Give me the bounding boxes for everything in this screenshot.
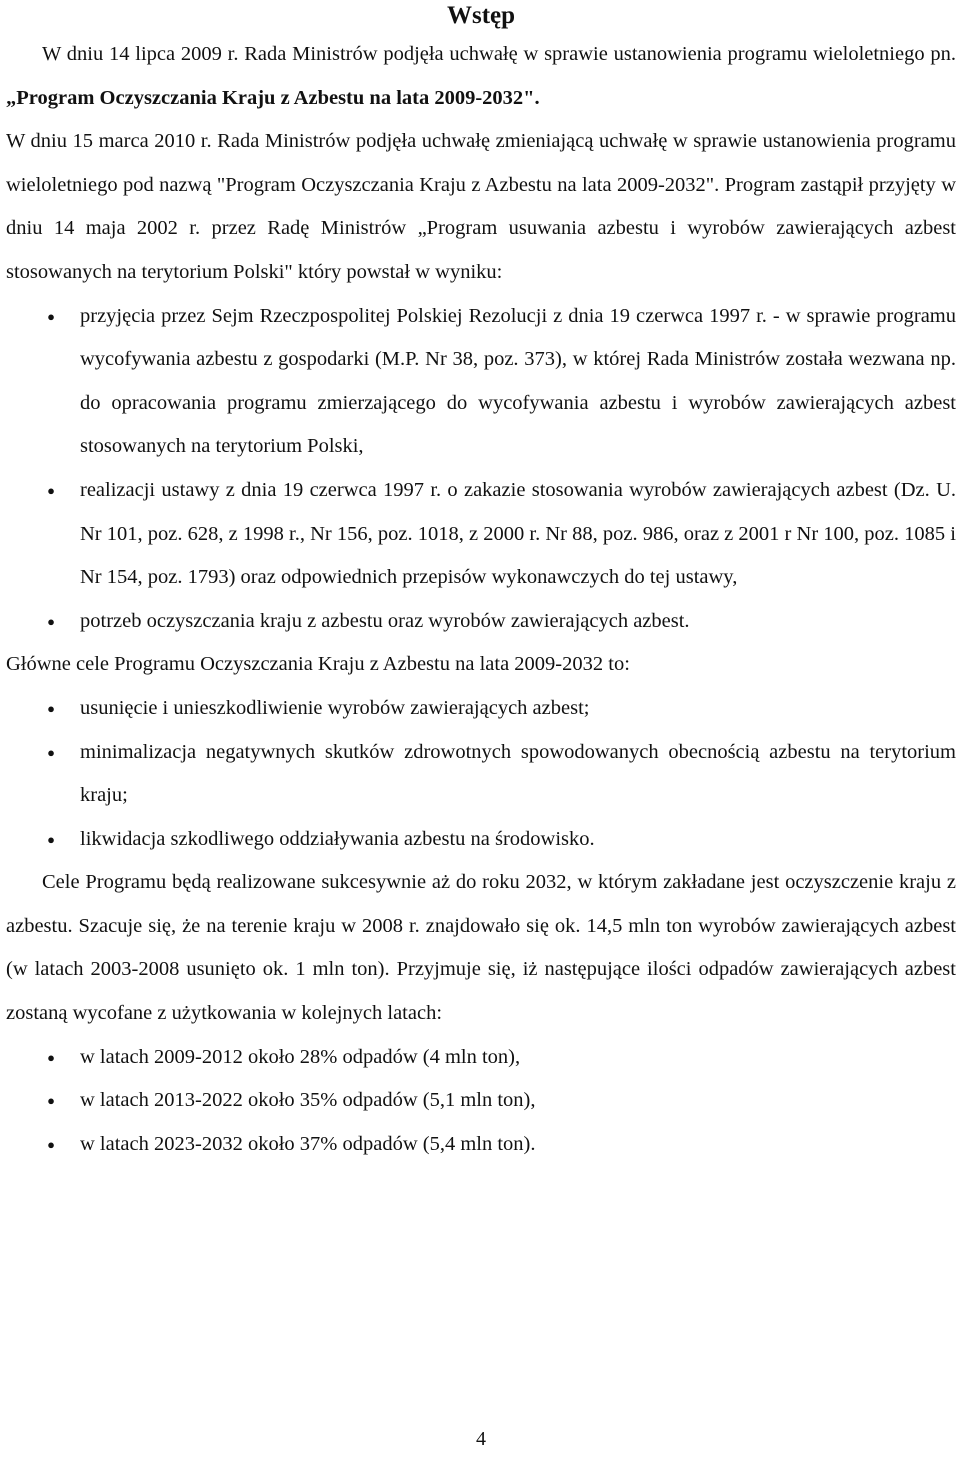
- bullet-icon: ●: [47, 482, 55, 498]
- list-item: [6, 818, 956, 862]
- bullet-icon: ●: [47, 1093, 55, 1109]
- list-item: [6, 600, 956, 644]
- program-name-bold: „Program Oczyszczania Kraju z Azbestu na lata 2009-2032".: [6, 86, 540, 109]
- bullet-icon: ●: [47, 1049, 55, 1065]
- intro-text-2: W dniu 15 marca 2010 r. Rada Ministrów podjęła uchwałę zmieniającą uchwałę w sprawie ustanowienia programu wieloletniego pod nazwą "Program Oczyszczania Kraju z Azbestu na lata 2009-2032". Program zastąpił przyjęty w dniu 14 maja 2002 r.: [6, 130, 956, 240]
- list-item-text: realizacji ustawy z dnia 19 czerwca 1997 r. o zakazie stosowania wyrobów zawierających azbest (Dz. U. Nr 101, poz. 628, z 1998 r., Nr 156, poz. 1018, z 2000 r. Nr 88, poz. 986, oraz z 2001 r Nr 100, poz. 1085 i Nr 154, poz. 1793) oraz odpowiednich przepisów wykonawczych do tej ustawy,: [80, 478, 956, 589]
- list-item: [6, 469, 956, 600]
- page-number: 4: [476, 1428, 486, 1450]
- list-item-text: usunięcie i unieszkodliwienie wyrobów zawierających azbest;: [80, 696, 590, 719]
- intro-paragraph-1: [6, 33, 956, 120]
- bullet-icon: ●: [47, 831, 55, 847]
- list-item-text: potrzeb oczyszczania kraju z azbestu oraz wyrobów zawierających azbest.: [80, 609, 690, 632]
- document-page: [6, 0, 956, 1464]
- list-item: [6, 731, 956, 818]
- page-title: Wstęp: [446, 2, 516, 29]
- bullet-icon: ●: [47, 1136, 55, 1152]
- list-item: [6, 1079, 956, 1123]
- bullet-icon: ●: [47, 744, 55, 760]
- list-item-text: minimalizacja negatywnych skutków zdrowotnych spowodowanych obecnością azbestu na terytorium kraju;: [80, 740, 956, 807]
- intro-paragraph-2: [6, 120, 956, 294]
- list-item-text: w latach 2009-2012 około 28% odpadów (4 mln ton),: [80, 1045, 521, 1068]
- list-item: [6, 687, 956, 731]
- document-body: [6, 33, 956, 1166]
- list-item-text: likwidacja szkodliwego oddziaływania azbestu na środowisko.: [80, 827, 595, 850]
- bullet-icon: ●: [47, 308, 55, 324]
- origin-list: [6, 295, 956, 644]
- list-item-text: w latach 2013-2022 około 35% odpadów (5,1 mln ton),: [80, 1089, 536, 1112]
- bullet-icon: ●: [47, 613, 55, 629]
- goals-list: [6, 687, 956, 861]
- list-item: [6, 1036, 956, 1080]
- goals-heading: Główne cele Programu Oczyszczania Kraju z Azbestu na lata 2009-2032 to:: [6, 653, 630, 676]
- list-item-text: w latach 2023-2032 około 37% odpadów (5,4 mln ton).: [80, 1132, 536, 1155]
- bullet-icon: ●: [47, 700, 55, 716]
- list-item-text: przyjęcia przez Sejm Rzeczpospolitej Polskiej Rezolucji z dnia 19 czerwca 1997 r. - w sprawie programu wycofywania azbestu z gospodarki (M.P. Nr 38, poz. 373), w której Rada Ministrów została wezwana np. do opracowania programu zmierzającego do wycofywania azbestu i wyrobów zawierających azbest stosowanych na terytorium Polski,: [80, 304, 956, 458]
- intro-text: W dniu 14 lipca 2009 r. Rada Ministrów podjęła uchwałę w sprawie ustanowienia programu wieloletniego pn.: [42, 43, 956, 65]
- intro-text-3: przez Radę Ministrów „Program usuwania azbestu i wyrobów zawierających azbest stosowanych na terytorium Polski" który powstał w wyniku:: [6, 217, 957, 283]
- removal-schedule-list: [6, 1036, 956, 1167]
- list-item: [6, 1123, 956, 1167]
- list-item: [6, 295, 956, 469]
- summary-paragraph: Cele Programu będą realizowane sukcesywnie aż do roku 2032, w którym zakładane jest oczyszczenie kraju z azbestu. Szacuje się, że na terenie kraju w 2008 r. znajdowało się ok. 14,5 mln ton wyrobów zawierających azbest (w latach 2003-2008 usunięto ok. 1 mln ton). Przyjmuje się, iż następujące ilości odpadów zawierających azbest zostaną wycofane z użytkowania w kolejnych latach:: [6, 871, 956, 1025]
